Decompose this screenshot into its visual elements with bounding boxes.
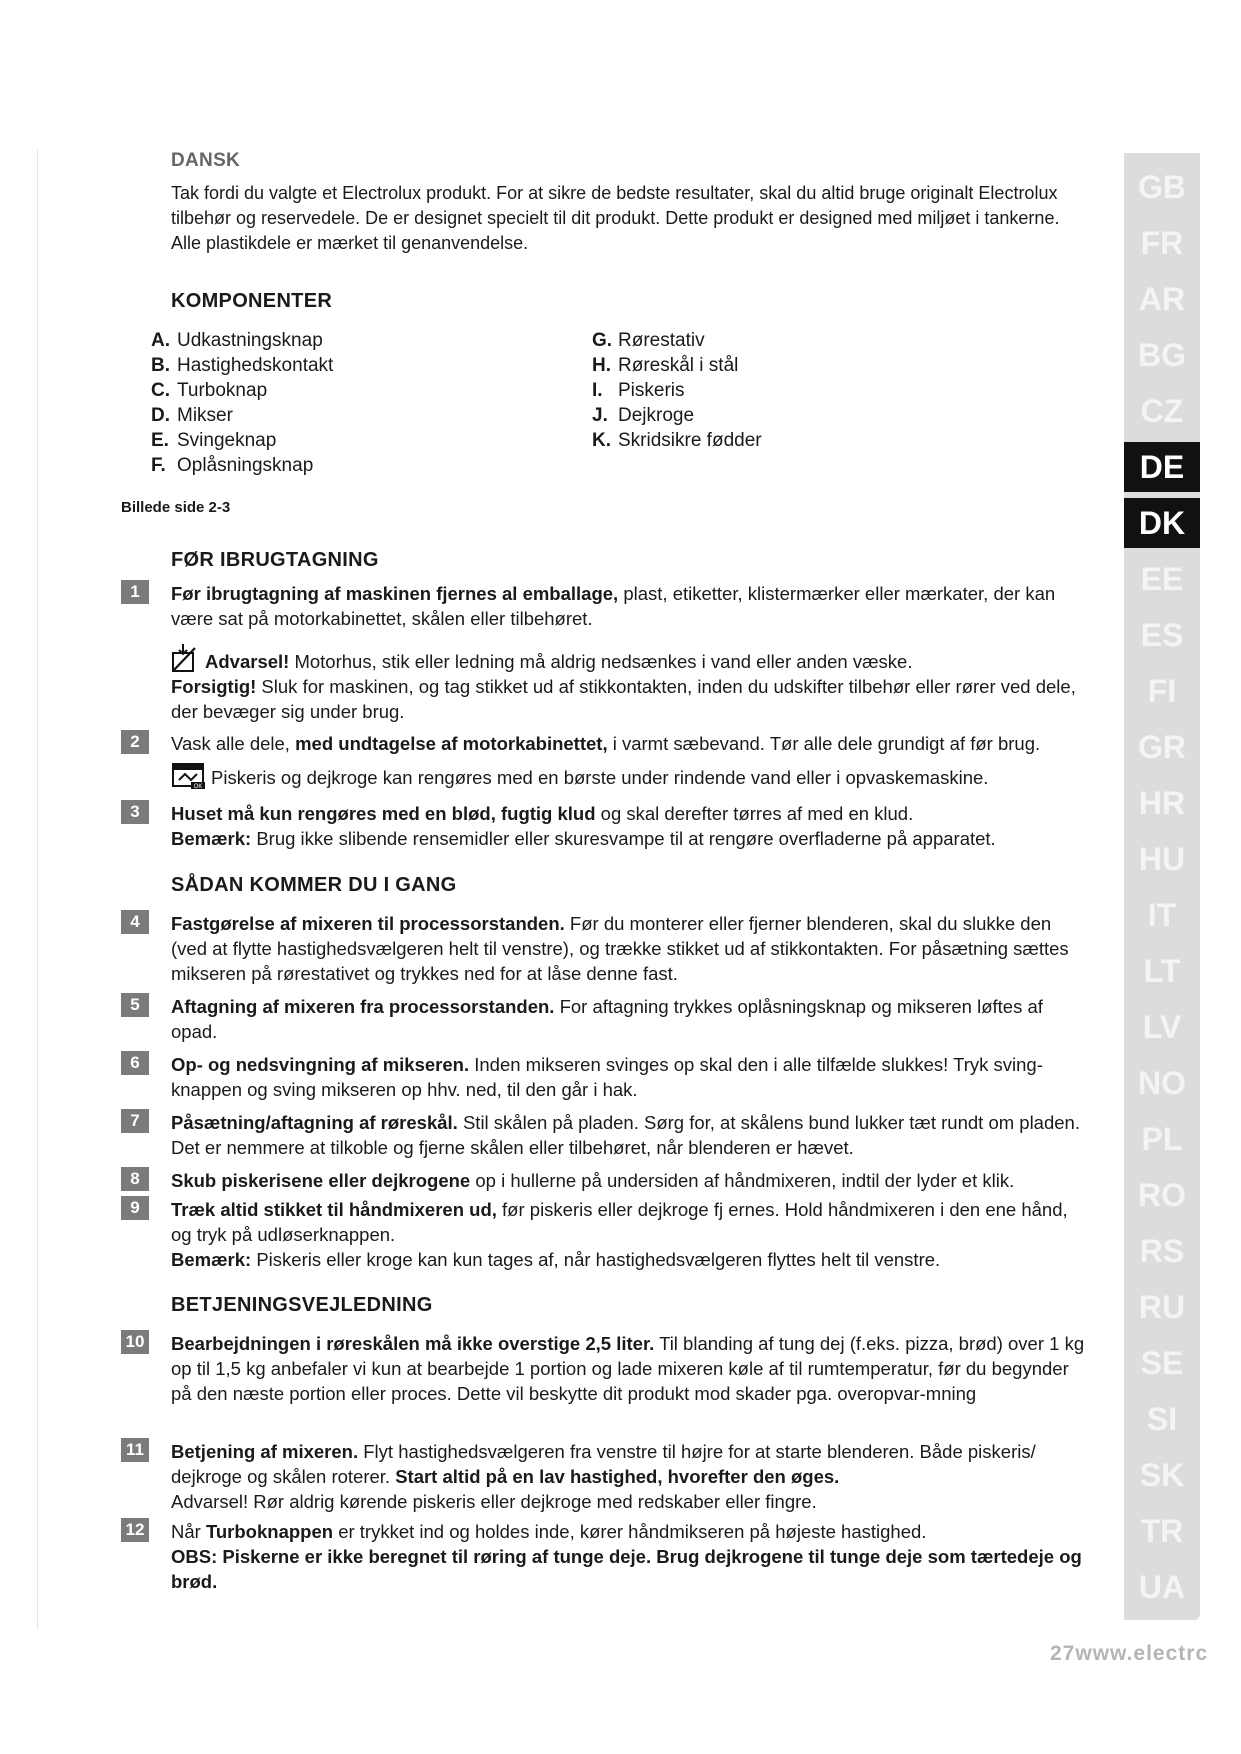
lang-tab-gr[interactable]: GR xyxy=(1138,729,1186,765)
components-title: KOMPONENTER xyxy=(171,290,333,312)
component-item: J. Dejkroge xyxy=(592,405,695,426)
intro-paragraph: Tak fordi du valgte et Electrolux produkt. For at sikre de bedste resultater, skal du altid bruge originalt Electrolux tilbehør og reservedele. De er designet specielt til dit produkt. Dette produkt er designed med miljøet i tankerne. Alle plastikdele er mærket til genanvendelse. xyxy=(171,183,1060,253)
lang-tab-rs[interactable]: RS xyxy=(1139,1233,1185,1269)
component-item: A. Udkastningsknap xyxy=(151,330,323,351)
step-number-10: 10 xyxy=(121,1330,149,1354)
step-number-12: 12 xyxy=(121,1518,149,1542)
step-3-text: Huset må kun rengøres med en blød, fugtig klud og skal derefter tørres af med en klud. Bemærk: Brug ikke slibende rensemidler eller skuresvampe til at rengøre overfladerne på apparatet. xyxy=(171,803,996,849)
lang-tab-fr[interactable]: FR xyxy=(1140,225,1184,261)
lang-tab-bg[interactable]: BG xyxy=(1138,337,1186,373)
step-number-2: 2 xyxy=(121,730,149,754)
component-item: B. Hastighedskontakt xyxy=(151,355,334,376)
lang-tab-de[interactable]: DE xyxy=(1124,442,1200,492)
components-list-left xyxy=(151,328,333,478)
step-12-text: Når Turboknappen er trykket ind og holdes inde, kører håndmikseren på højeste hastighed. OBS: Piskerne er ikke beregnet til røring af tunge deje. Brug dejkrogene til tunge deje som tærtedeje og brød. xyxy=(171,1521,1082,1592)
step-number-11: 11 xyxy=(121,1438,149,1462)
step-number-7: 7 xyxy=(121,1109,149,1133)
component-item: E. Svingeknap xyxy=(151,430,277,451)
lang-tab-lv[interactable]: LV xyxy=(1142,1009,1182,1045)
step-number-1: 1 xyxy=(121,580,149,604)
left-margin-rule xyxy=(37,150,38,1630)
lang-tab-ua[interactable]: UA xyxy=(1138,1569,1186,1605)
svg-text:OK: OK xyxy=(193,784,203,790)
step-5-text: Aftagning af mixeren fra processorstanden. For aftagning trykkes oplåsningsknap og mikseren løftes af opad. xyxy=(171,996,1043,1042)
step-7-text: Påsætning/aftagning af røreskål. Stil skålen på pladen. Sørg for, at skålens bund lukker tæt rundt om pladen. Det er nemmere at tilkoble og fjerne skålen eller tilbehøret, når blenderen er hævet. xyxy=(171,1112,1080,1158)
component-item: D. Mikser xyxy=(151,405,233,426)
lang-tab-lt[interactable]: LT xyxy=(1143,953,1181,989)
lang-tab-hr[interactable]: HR xyxy=(1138,785,1186,821)
operating-title: BETJENINGSVEJLEDNING xyxy=(171,1294,433,1316)
dishwasher-safe-icon xyxy=(171,760,207,790)
step-1-text: Før ibrugtagning af maskinen fjernes al emballage, plast, etiketter, klistermærker eller mærkater, der kan være sat på motorkabinettet, skålen eller tilbehøret. xyxy=(171,583,1056,629)
lang-tab-pl[interactable]: PL xyxy=(1141,1121,1183,1157)
warning-block: Advarsel! Motorhus, stik eller ledning må aldrig nedsænkes i vand eller anden væske. Forsigtig! Sluk for maskinen, og tag stikket ud af stikkontakten, inden du udskifter tilbehør eller rører ved dele, der bevæger sig under brug. xyxy=(171,644,1091,724)
step-8-text: Skub piskerisene eller dejkrogene op i hullerne på undersiden af håndmixeren, indtil der lyder et klik. xyxy=(171,1170,1015,1191)
step-4-text: Fastgørelse af mixeren til processorstanden. Før du monterer eller fjerner blenderen, skal du slukke den (ved at flytte hastighedsvælgeren helt til venstre), og trække stikket ud af stikkontakten. For påsætning sættes mikseren på rørestativet og trykkes ned for at låse denne fast. xyxy=(171,913,1069,984)
step-2-text: Vask alle dele, med undtagelse af motorkabinettet, i varmt sæbevand. Tør alle dele grundigt af før brug. xyxy=(171,733,1041,754)
figure-reference: Billede side 2-3 xyxy=(121,499,231,516)
lang-tab-ee[interactable]: EE xyxy=(1140,561,1184,597)
lang-tab-cz[interactable]: CZ xyxy=(1140,393,1184,429)
component-item: I. Piskeris xyxy=(592,380,685,401)
no-immerse-warning-icon xyxy=(171,644,201,674)
component-item: F. Oplåsningsknap xyxy=(151,455,314,476)
components-list-right xyxy=(592,328,762,453)
component-item: K. Skridsikre fødder xyxy=(592,430,762,451)
component-item: H. Røreskål i stål xyxy=(592,355,739,376)
lang-tab-it[interactable]: IT xyxy=(1147,897,1177,933)
lang-tab-se[interactable]: SE xyxy=(1140,1345,1184,1381)
lang-tab-fi[interactable]: FI xyxy=(1147,673,1177,709)
step-6-text: Op- og nedsvingning af mikseren. Inden mikseren svinges op skal den i alle tilfælde slukkes! Tryk sving-knappen og sving mikseren op hhv. ned, til den går i hak. xyxy=(171,1054,1043,1100)
step-number-8: 8 xyxy=(121,1167,149,1191)
step-number-4: 4 xyxy=(121,910,149,934)
step-10-text: Bearbejdningen i røreskålen må ikke overstige 2,5 liter. Til blanding af tung dej (f.eks. pizza, brød) over 1 kg op til 1,5 kg anbefaler vi kun at bearbejde 1 portion og lade mixeren køle af til rumtemperatur, før du begynder på den næste portion eller proces. Dette vil beskytte dit produkt mod skader pga. overopvar-mning xyxy=(171,1333,1085,1404)
page-footer: 27www.electrc xyxy=(1050,1642,1209,1665)
step-9-text: Træk altid stikket til håndmixeren ud, før piskeris eller dejkroge fj ernes. Hold håndmixeren i den ene hånd, og tryk på udløserknappen. Bemærk: Piskeris eller kroge kan kun tages af, når hastighedsvælgeren flyttes helt til venstre. xyxy=(171,1199,1068,1270)
lang-tab-tr[interactable]: TR xyxy=(1140,1513,1184,1549)
lang-tab-hu[interactable]: HU xyxy=(1138,841,1186,877)
step-number-9: 9 xyxy=(121,1196,149,1220)
lang-tab-gb[interactable]: GB xyxy=(1138,169,1186,205)
step-number-6: 6 xyxy=(121,1051,149,1075)
lang-tab-si[interactable]: SI xyxy=(1146,1401,1178,1437)
component-item: C. Turboknap xyxy=(151,380,268,401)
lang-tab-no[interactable]: NO xyxy=(1138,1065,1186,1101)
before-use-title: FØR IBRUGTAGNING xyxy=(171,549,379,571)
component-item: G. Rørestativ xyxy=(592,330,705,351)
lang-tab-es[interactable]: ES xyxy=(1140,617,1184,653)
lang-tab-sk[interactable]: SK xyxy=(1139,1457,1185,1493)
dishwasher-note: OK Piskeris og dejkroge kan rengøres med en børste under rindende vand eller i opvaskemaskine. xyxy=(171,760,1091,790)
lang-tab-ro[interactable]: RO xyxy=(1138,1177,1186,1213)
step-11-text: Betjening af mixeren. Flyt hastighedsvælgeren fra venstre til højre for at starte blenderen. Både piskeris/ dejkroge og skålen roterer. Start altid på en lav hastighed, hvorefter den øges. Advarsel! Rør aldrig kørende piskeris eller dejkroge med redskaber eller fingre. xyxy=(171,1441,1036,1512)
lang-tab-ar[interactable]: AR xyxy=(1138,281,1186,317)
lang-tab-ru[interactable]: RU xyxy=(1138,1289,1186,1325)
getting-started-title: SÅDAN KOMMER DU I GANG xyxy=(171,874,457,896)
language-heading: DANSK xyxy=(171,150,241,171)
step-number-5: 5 xyxy=(121,993,149,1017)
step-number-3: 3 xyxy=(121,800,149,824)
lang-tab-dk[interactable]: DK xyxy=(1124,498,1200,548)
